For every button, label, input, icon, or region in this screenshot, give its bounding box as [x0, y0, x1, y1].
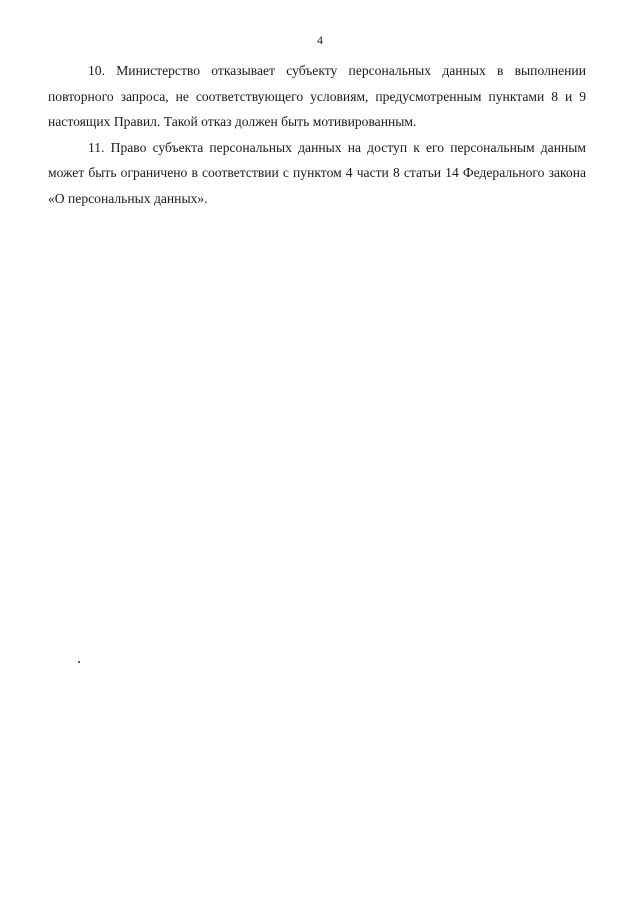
page-number: 4	[317, 33, 323, 47]
paragraph-10: 10. Министерство отказывает субъекту персональных данных в выполнении повторного запроса, не соответствующего условиям, предусмотренным пунктами 8 и 9 настоящих Правил. Такой отказ должен быть мотивированным.	[48, 63, 586, 129]
paragraph-11: 11. Право субъекта персональных данных на доступ к его персональным данным может быть ограничено в соответствии с пунктом 4 части 8 статьи 14 Федерального закона «О персональных данных».	[48, 139, 586, 206]
document-body	[48, 58, 586, 211]
scan-speck	[78, 661, 80, 663]
